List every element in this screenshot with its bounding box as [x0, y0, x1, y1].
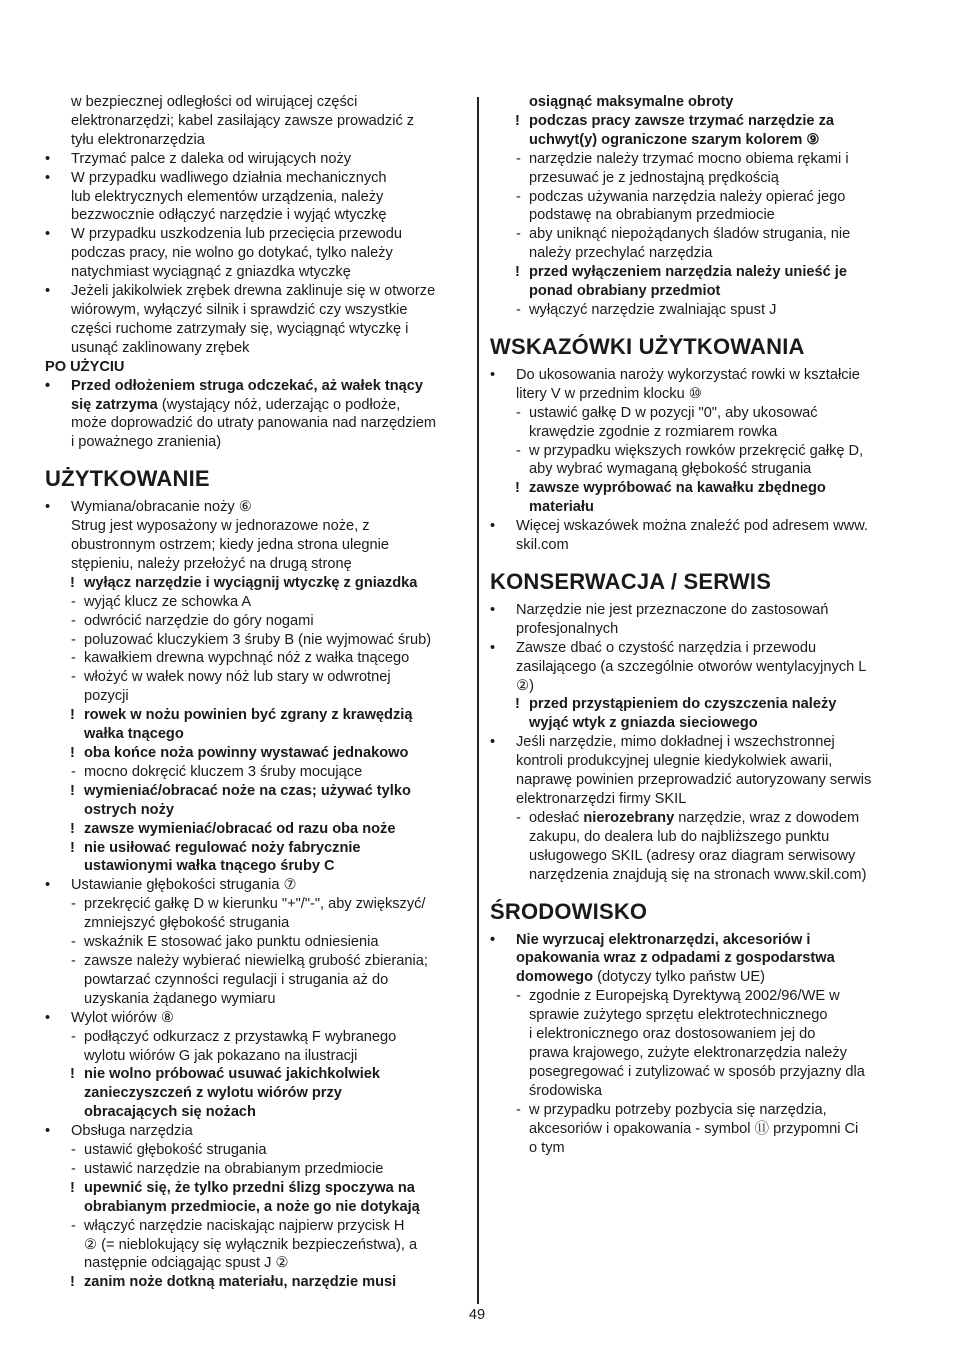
text-line — [45, 150, 470, 169]
text-segment: Jeśli narzędzie, mimo dokładnej i wszechstronnej — [516, 734, 835, 751]
text-segment: rowek w nożu powinien być zgrany z krawędzią — [84, 707, 413, 724]
text-line — [490, 752, 908, 771]
text-segment: kontroli produkcyjnej ulegnie kiedykolwiek awarii, — [516, 753, 833, 770]
text-segment: Ustawianie głębokości strugania ⑦ — [71, 877, 297, 894]
text-segment: usługowego SKIL (adresy oraz diagram serwisowy — [529, 847, 856, 864]
section-heading: ŚRODOWISKO — [490, 898, 648, 924]
text-segment: przesuwać je z jednostajną prędkością — [529, 169, 779, 186]
text-line — [45, 358, 470, 377]
right-column — [490, 93, 908, 1157]
text-segment: zgodnie z Europejską Dyrektywą 2002/96/WE w — [529, 988, 840, 1005]
bullet-marker: • — [45, 283, 51, 300]
dash-marker: - — [71, 896, 76, 913]
text-line — [490, 112, 908, 131]
text-segment: posegregować i zutylizować w sposób przyjazny dla — [529, 1063, 865, 1080]
warning-marker: ! — [515, 480, 520, 497]
text-segment: obrabianym przedmiocie, a noże go nie dotykają — [84, 1198, 420, 1215]
text-line — [490, 1082, 908, 1101]
text-line — [490, 1120, 908, 1139]
text-line — [490, 479, 908, 498]
text-segment: Zawsze dbać o czystość narzędzia i przewodu — [516, 639, 817, 656]
text-line — [45, 763, 470, 782]
text-segment: usunąć zaklinowany zrębek — [71, 339, 250, 356]
text-segment: upewnić się, że tylko przedni ślizg spoczywa na — [84, 1179, 415, 1196]
text-segment: stępieniu, należy przełożyć na drugą stronę — [71, 555, 352, 572]
text-segment: Wymiana/obracanie noży ⑥ — [71, 499, 252, 516]
bullet-marker: • — [45, 1009, 51, 1026]
text-segment: zawsze wypróbować na kawałku zbędnego — [529, 480, 826, 497]
text-segment: włączyć narzędzie naciskając najpierw przycisk H — [84, 1217, 405, 1234]
text-segment: ustawionymi wałka tnącego śruby C — [84, 858, 335, 875]
text-line — [490, 263, 908, 282]
text-segment: zawsze należy wybierać niewielką grubość zbierania; — [84, 952, 428, 969]
text-line — [45, 1160, 470, 1179]
warning-marker: ! — [70, 574, 75, 591]
text-segment: podłączyć odkurzacz z przystawką F wybranego — [84, 1028, 397, 1045]
text-segment: (wystający nóż, uderzając o podłoże, — [157, 396, 401, 413]
text-line — [490, 601, 908, 620]
text-segment: uchwyt(y) ograniczone szarym kolorem ⑨ — [529, 131, 820, 148]
text-line — [45, 649, 470, 668]
text-segment: Przed odłożeniem struga odczekać, aż wałek tnący — [71, 377, 423, 394]
text-line — [45, 498, 470, 517]
text-segment: zawsze wymieniać/obracać od razu oba noże — [84, 820, 396, 837]
text-line — [45, 320, 470, 339]
text-segment: wymieniać/obracać noże na czas; używać tylko — [84, 782, 411, 799]
warning-marker: ! — [70, 707, 75, 724]
text-line — [45, 1084, 470, 1103]
dash-marker: - — [71, 934, 76, 951]
text-segment: ustawić głębokość strugania — [84, 1142, 267, 1159]
text-line — [490, 131, 908, 150]
text-line — [490, 639, 908, 658]
text-line — [490, 968, 908, 987]
text-line — [45, 631, 470, 650]
text-line — [45, 517, 470, 536]
text-line — [45, 131, 470, 150]
dash-marker: - — [71, 631, 76, 648]
text-line — [45, 782, 470, 801]
warning-marker: ! — [70, 839, 75, 856]
text-segment: wyłącz narzędzie i wyciągnij wtyczkę z gniazdka — [84, 574, 418, 591]
text-segment: Obsługa narzędzia — [71, 1123, 193, 1140]
bullet-marker: • — [45, 1123, 51, 1140]
text-line — [45, 687, 470, 706]
text-segment: narzędzie, wraz z dowodem — [674, 809, 860, 826]
text-line — [490, 1025, 908, 1044]
text-segment: włożyć w wałek nowy nóż lub stary w odwrotnej — [84, 669, 391, 686]
dash-marker: - — [71, 650, 76, 667]
dash-marker: - — [71, 1217, 76, 1234]
text-segment: elektronarzędzi; kabel zasilający zawsze prowadzić z — [71, 112, 415, 129]
text-line — [45, 414, 470, 433]
text-line — [490, 658, 908, 677]
left-column — [45, 93, 470, 1292]
text-line — [45, 1236, 470, 1255]
text-line — [490, 1044, 908, 1063]
column-divider — [477, 97, 479, 1304]
text-line — [45, 377, 470, 396]
text-segment: części ruchome zatrzymały się, wyciągnąć wtyczkę i — [71, 320, 409, 337]
text-segment: ponad obrabiany przedmiot — [529, 283, 721, 300]
text-segment: przed przystąpieniem do czyszczenia należy — [529, 696, 837, 713]
text-line — [45, 555, 470, 574]
text-line — [45, 536, 470, 555]
text-segment: oba końce noża powinny wystawać jednakowo — [84, 745, 409, 761]
text-segment: obustronnym ostrzem; kiedy jedna strona ulegnie — [71, 537, 389, 554]
text-line — [45, 612, 470, 631]
text-segment: wylotu wiórów G jak pokazano na ilustracji — [84, 1047, 358, 1064]
text-segment: Nie wyrzucaj elektronarzędzi, akcesoriów i — [516, 931, 811, 948]
text-segment: wyłączyć narzędzie zwalniając spust J — [529, 301, 777, 318]
text-line — [490, 1139, 908, 1158]
text-segment: krawędzie zgodnie z rozmiarem rowka — [529, 423, 778, 440]
text-line — [45, 263, 470, 282]
text-segment: poluzować kluczykiem 3 śruby B (nie wyjmować śrub) — [84, 631, 432, 648]
text-segment: mocno dokręcić kluczem 3 śruby mocujące — [84, 763, 363, 780]
text-segment: w przypadku większych rowków przekręcić gałkę D, — [529, 442, 864, 459]
dash-marker: - — [71, 612, 76, 629]
text-line — [45, 1065, 470, 1084]
text-line — [45, 282, 470, 301]
text-line — [45, 1141, 470, 1160]
text-line — [45, 971, 470, 990]
text-segment: wiórowym, wyłączyć silnik i sprawdzić czy wszystkie — [71, 301, 408, 318]
text-segment: Jeżeli jakikolwiek zrębek drewna zaklinuje się w otworze — [71, 283, 436, 300]
bullet-marker: • — [490, 518, 496, 535]
text-line — [490, 169, 908, 188]
text-line — [45, 593, 470, 612]
warning-marker: ! — [70, 782, 75, 799]
text-segment: wskaźnik E stosować jako punktu odniesienia — [84, 934, 379, 951]
text-line — [490, 847, 908, 866]
text-segment: się zatrzyma — [71, 396, 158, 413]
text-line — [45, 952, 470, 971]
text-line — [45, 706, 470, 725]
text-line — [490, 150, 908, 169]
text-line — [490, 517, 908, 536]
text-segment: zmniejszyć głębokość strugania — [84, 915, 290, 932]
text-line — [45, 839, 470, 858]
text-segment: pozycji — [84, 688, 129, 705]
section-heading: UŻYTKOWANIE — [45, 466, 210, 492]
text-line — [490, 93, 908, 112]
text-segment: Do ukosowania naroży wykorzystać rowki w kształcie — [516, 366, 860, 383]
text-segment: opakowania wraz z odpadami z gospodarstwa — [516, 950, 835, 967]
text-segment: w przypadku potrzeby pozbycia się narzędzia, — [529, 1101, 827, 1118]
text-segment: wałka tnącego — [84, 726, 184, 743]
text-segment: o tym — [529, 1139, 565, 1156]
text-segment: sprawie zużytego sprzętu elektrotechnicznego — [529, 1007, 828, 1024]
text-segment: obracających się nożach — [84, 1104, 256, 1121]
text-line — [45, 1047, 470, 1066]
text-segment: W przypadku wadliwego działnia mechanicznych — [71, 169, 387, 186]
bullet-marker: • — [45, 226, 51, 243]
text-segment: ②) — [516, 677, 534, 694]
text-line — [490, 828, 908, 847]
warning-marker: ! — [70, 1179, 75, 1196]
text-line — [490, 1006, 908, 1025]
text-segment: podstawę na obrabianym przedmiocie — [529, 207, 775, 224]
text-segment: uzyskania żądanego wymiaru — [84, 990, 276, 1007]
text-line — [45, 169, 470, 188]
text-line — [490, 866, 908, 885]
text-line — [490, 620, 908, 639]
text-line — [45, 801, 470, 820]
text-line — [490, 1101, 908, 1120]
text-line — [45, 188, 470, 207]
text-line — [45, 1122, 470, 1141]
dash-marker: - — [516, 404, 521, 421]
text-line — [45, 1009, 470, 1028]
dash-marker: - — [516, 188, 521, 205]
text-line — [490, 790, 908, 809]
text-line — [45, 744, 470, 763]
bullet-marker: • — [45, 499, 51, 516]
text-segment: nie wolno próbować usuwać jakichkolwiek — [84, 1066, 381, 1083]
text-line — [45, 876, 470, 895]
text-line — [45, 339, 470, 358]
text-segment: ostrych noży — [84, 801, 175, 818]
text-line — [490, 188, 908, 207]
text-segment: może doprowadzić do utraty panowania nad narzędziem — [71, 415, 437, 432]
text-line — [490, 771, 908, 790]
section-heading: WSKAZÓWKI UŻYTKOWANIA — [490, 333, 805, 359]
text-line — [45, 1198, 470, 1217]
text-segment: (dotyczy tylko państw UE) — [593, 969, 765, 986]
text-segment: zanim noże dotkną materiału, narzędzie musi — [84, 1274, 397, 1291]
text-line — [45, 820, 470, 839]
text-segment: akcesoriów i opakowania - symbol ⑪ przypomni Ci — [529, 1120, 859, 1137]
text-line — [45, 914, 470, 933]
section-heading: KONSERWACJA / SERWIS — [490, 568, 772, 594]
dash-marker: - — [71, 1142, 76, 1159]
text-line — [45, 1217, 470, 1236]
text-line — [45, 668, 470, 687]
bullet-marker: • — [490, 734, 496, 751]
text-line — [45, 1273, 470, 1292]
text-segment: ustawić narzędzie na obrabianym przedmiocie — [84, 1160, 384, 1177]
text-line — [490, 949, 908, 968]
text-line — [490, 366, 908, 385]
text-line — [490, 442, 908, 461]
text-line — [490, 733, 908, 752]
text-line — [45, 301, 470, 320]
text-segment: profesjonalnych — [516, 620, 619, 637]
text-segment: podczas używania narzędzia należy opierać jego — [529, 188, 846, 205]
dash-marker: - — [71, 952, 76, 969]
dash-marker: - — [516, 301, 521, 318]
text-segment: nierozebrany — [583, 809, 675, 826]
text-line — [490, 931, 908, 950]
text-segment: przed wyłączeniem narzędzia należy unieść je — [529, 264, 847, 281]
warning-marker: ! — [70, 1274, 75, 1291]
text-segment: Wylot wiórów ⑧ — [71, 1009, 174, 1026]
text-segment: i poważnego zranienia) — [71, 434, 222, 451]
text-line — [45, 1254, 470, 1273]
text-line — [490, 809, 908, 828]
text-line — [45, 93, 470, 112]
text-segment: naprawę powinien przeprowadzić autoryzowany serwis — [516, 772, 872, 789]
text-segment: skil.com — [516, 537, 569, 554]
text-line — [490, 244, 908, 263]
text-segment: W przypadku uszkodzenia lub przecięcia przewodu — [71, 226, 402, 243]
dash-marker: - — [71, 763, 76, 780]
text-line — [490, 460, 908, 479]
text-segment: odesłać — [529, 809, 584, 826]
text-line — [45, 574, 470, 593]
text-line — [490, 423, 908, 442]
bullet-marker: • — [490, 639, 496, 656]
text-segment: lub elektrycznych elementów urządzenia, należy — [71, 188, 384, 205]
text-segment: przekręcić gałkę D w kierunku "+"/"-", aby zwiększyć/ — [84, 896, 426, 913]
text-segment: zakupu, do dealera lub do najbliższego punktu — [529, 828, 830, 845]
text-segment: odwrócić narzędzie do góry nogami — [84, 612, 314, 629]
text-line — [490, 225, 908, 244]
dash-marker: - — [516, 1101, 521, 1118]
text-line — [45, 433, 470, 452]
text-segment: aby wybrać wymaganą głębokość strugania — [529, 461, 812, 478]
text-segment: należy przechylać narzędzia — [529, 245, 713, 262]
warning-marker: ! — [70, 1066, 75, 1083]
text-line — [45, 112, 470, 131]
bullet-marker: • — [490, 601, 496, 618]
text-segment: wyjąć wtyk z gniazda sieciowego — [529, 715, 758, 732]
text-segment: natychmiast wyciągnąć z gniazdka wtyczkę — [71, 264, 351, 281]
text-segment: litery V w przednim klocku ⑩ — [516, 385, 702, 402]
text-segment: osiągnąć maksymalne obroty — [529, 94, 734, 110]
text-line — [490, 1063, 908, 1082]
text-segment: domowego — [516, 969, 594, 986]
text-line — [490, 677, 908, 696]
text-segment: PO UŻYCIU — [45, 358, 125, 375]
text-segment: zanieczyszczeń z wylotu wiórów przy — [84, 1085, 342, 1102]
dash-marker: - — [71, 669, 76, 686]
text-line — [45, 725, 470, 744]
text-line — [45, 990, 470, 1009]
text-line — [490, 206, 908, 225]
text-segment: następnie odciągając spust J ② — [84, 1255, 289, 1272]
text-line — [490, 536, 908, 555]
text-segment: prawa krajowego, zużyte elektronarzędzia należy — [529, 1044, 847, 1061]
text-line — [490, 385, 908, 404]
text-line — [45, 244, 470, 263]
bullet-marker: • — [45, 169, 51, 186]
text-segment: podczas pracy zawsze trzymać narzędzie za — [529, 112, 834, 129]
text-segment: ustawić gałkę D w pozycji "0", aby ukosować — [529, 404, 818, 421]
text-segment: bezzwocznie odłączyć narzędzie i wyjąć wtyczkę — [71, 207, 387, 224]
bullet-marker: • — [45, 877, 51, 894]
text-line — [45, 895, 470, 914]
text-segment: tyłu elektronarzędzia — [71, 131, 205, 148]
text-line — [45, 225, 470, 244]
dash-marker: - — [516, 226, 521, 243]
warning-marker: ! — [515, 264, 520, 281]
text-segment: zasilającego (a szczególnie otworów wentylacyjnych L — [516, 658, 867, 675]
text-segment: Strug jest wyposażony w jednorazowe noże, z — [71, 518, 370, 535]
text-segment: i elektronicznego oraz dostosowaniem jej do — [529, 1026, 816, 1043]
text-line — [490, 404, 908, 423]
warning-marker: ! — [70, 745, 75, 761]
text-line — [45, 1028, 470, 1047]
text-segment: ② (= nieblokujący się wyłącznik bezpieczeństwa), a — [84, 1236, 418, 1253]
text-segment: wyjąć klucz ze schowka A — [84, 593, 252, 610]
text-segment: Narzędzie nie jest przeznaczone do zastosowań — [516, 601, 829, 618]
warning-marker: ! — [70, 820, 75, 837]
text-line — [45, 1103, 470, 1122]
text-line — [490, 301, 908, 320]
text-segment: środowiska — [529, 1082, 602, 1099]
bullet-marker: • — [490, 366, 496, 383]
warning-marker: ! — [515, 696, 520, 713]
text-segment: podczas pracy, nie wolno go dotykać, tylko należy — [71, 245, 393, 262]
dash-marker: - — [71, 1028, 76, 1045]
text-line — [45, 857, 470, 876]
dash-marker: - — [516, 988, 521, 1005]
text-line — [490, 714, 908, 733]
text-line — [45, 1179, 470, 1198]
warning-marker: ! — [515, 112, 520, 129]
bullet-marker: • — [490, 931, 496, 948]
dash-marker: - — [516, 442, 521, 459]
text-segment: Więcej wskazówek można znaleźć pod adresem www. — [516, 518, 869, 535]
text-line — [45, 396, 470, 415]
dash-marker: - — [516, 150, 521, 167]
text-line — [45, 206, 470, 225]
text-segment: kawałkiem drewna wypchnąć nóż z wałka tnącego — [84, 650, 410, 667]
text-segment: nie usiłować regulować noży fabrycznie — [84, 839, 361, 856]
text-line — [490, 695, 908, 714]
text-line — [490, 987, 908, 1006]
text-segment: narzędzenia znajdują się na stronach www.skil.com) — [529, 866, 867, 883]
text-segment: aby uniknąć niepożądanych śladów strugania, nie — [529, 226, 851, 243]
dash-marker: - — [71, 1160, 76, 1177]
text-segment: w bezpiecznej odległości od wirującej części — [71, 94, 358, 110]
page-number: 49 — [468, 1307, 486, 1323]
text-line — [45, 933, 470, 952]
bullet-marker: • — [45, 377, 51, 394]
text-line — [490, 282, 908, 301]
text-segment: Trzymać palce z daleka od wirujących noży — [71, 150, 352, 167]
text-line — [490, 498, 908, 517]
bullet-marker: • — [45, 150, 51, 167]
text-segment: narzędzie należy trzymać mocno obiema rękami i — [529, 150, 849, 167]
dash-marker: - — [516, 809, 521, 826]
text-segment: elektronarzędzi firmy SKIL — [516, 791, 687, 807]
dash-marker: - — [71, 593, 76, 610]
text-segment: powtarzać czynności regulacji i strugania aż do — [84, 971, 389, 988]
text-segment: materiału — [529, 499, 594, 516]
